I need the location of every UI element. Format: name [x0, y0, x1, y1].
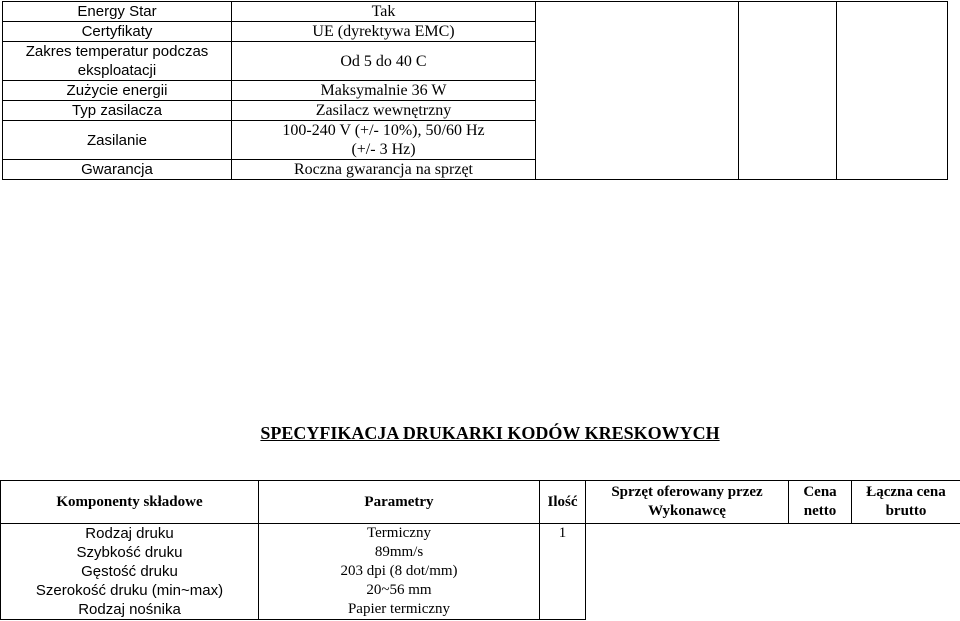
table-row [1, 524, 960, 544]
row-value: 100-240 V (+/- 10%), 50/60 Hz (+/- 3 Hz) [232, 121, 536, 160]
table-header-row [1, 481, 960, 524]
header-parameters: Parametry [259, 481, 540, 524]
quantity-cell [540, 581, 586, 600]
row-value: Maksymalnie 36 W [232, 81, 536, 101]
parameter-cell: 20~56 mm [259, 581, 540, 600]
parameter-cell: Papier termiczny [259, 600, 540, 620]
quantity-cell: 1 [540, 524, 586, 544]
quantity-cell [540, 543, 586, 562]
quantity-cell [540, 600, 586, 620]
parameter-cell: Termiczny [259, 524, 540, 544]
row-value: Tak [232, 2, 536, 22]
empty-cell [536, 2, 739, 180]
header-components: Komponenty składowe [1, 481, 259, 524]
component-cell: Rodzaj druku [1, 524, 259, 544]
row-value: Od 5 do 40 C [232, 42, 536, 81]
spec-table-top [2, 1, 948, 180]
table-row [3, 2, 948, 22]
row-label: Gwarancja [3, 160, 232, 180]
header-offered: Sprzęt oferowany przez Wykonawcę [586, 481, 789, 524]
header-net-price: Cena netto [789, 481, 852, 524]
quantity-cell [540, 562, 586, 581]
empty-cell [586, 524, 960, 620]
empty-cell [837, 2, 948, 180]
component-cell: Szerokość druku (min~max) [1, 581, 259, 600]
row-value: UE (dyrektywa EMC) [232, 22, 536, 42]
empty-cell [739, 2, 837, 180]
row-label: Zasilanie [3, 121, 232, 160]
row-label: Energy Star [3, 2, 232, 22]
row-value: Roczna gwarancja na sprzęt [232, 160, 536, 180]
component-cell: Szybkość druku [1, 543, 259, 562]
header-quantity: Ilość [540, 481, 586, 524]
row-value: Zasilacz wewnętrzny [232, 101, 536, 121]
row-label: Typ zasilacza [3, 101, 232, 121]
row-label: Zakres temperatur podczas eksploatacji [3, 42, 232, 81]
parameter-cell: 89mm/s [259, 543, 540, 562]
parameter-cell: 203 dpi (8 dot/mm) [259, 562, 540, 581]
component-cell: Gęstość druku [1, 562, 259, 581]
header-gross-total: Łączna cena brutto [852, 481, 960, 524]
section-heading: SPECYFIKACJA DRUKARKI KODÓW KRESKOWYCH [260, 423, 720, 443]
row-label: Certyfikaty [3, 22, 232, 42]
component-cell: Rodzaj nośnika [1, 600, 259, 620]
spec-table-printer [0, 480, 960, 620]
row-label: Zużycie energii [3, 81, 232, 101]
